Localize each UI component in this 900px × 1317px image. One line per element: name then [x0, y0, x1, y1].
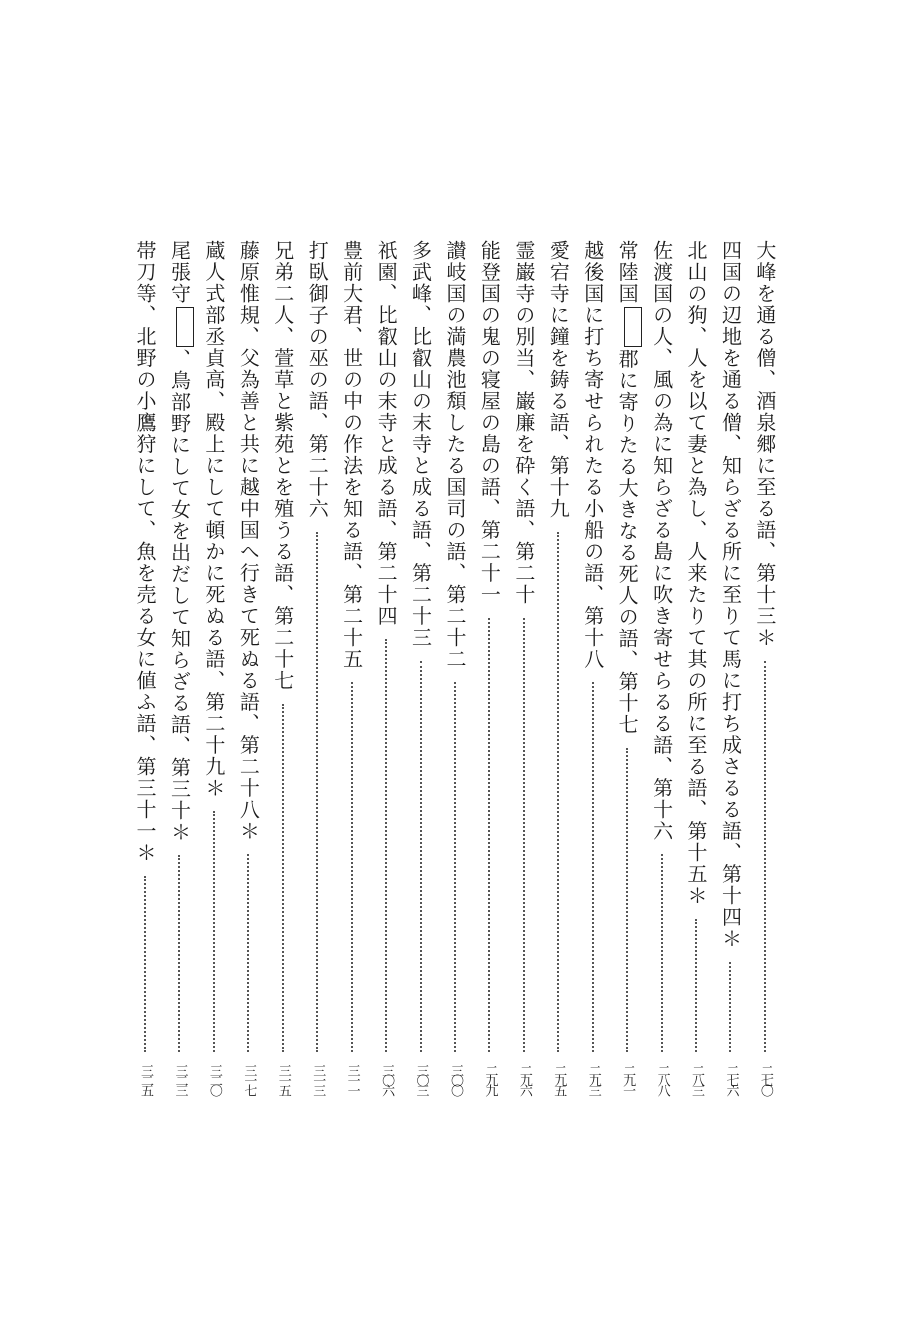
entry-title: 越後国に打ち寄せられたる小船の語、第十八 — [580, 240, 605, 670]
toc-entry — [509, 240, 539, 1120]
dot-leader — [729, 962, 731, 1053]
toc-entry — [199, 240, 229, 1120]
dot-leader — [557, 532, 559, 1053]
page-number: 二九三 — [585, 1064, 601, 1094]
entry-title: 佐渡国の人、風の為に知らざる島に吹き寄せらるる語、第十六 — [649, 240, 674, 842]
toc-entry — [474, 240, 504, 1120]
page-number: 三〇〇 — [447, 1064, 463, 1094]
toc-entry — [164, 240, 194, 1120]
page-number: 三〇六 — [379, 1064, 395, 1094]
entry-title: 霊巌寺の別当、巌廉を砕く語、第二十 — [511, 240, 536, 606]
page-number: 二七六 — [723, 1064, 739, 1094]
page-number: 三一五 — [275, 1064, 291, 1094]
dot-leader — [488, 618, 490, 1053]
page-number: 二九九 — [482, 1064, 498, 1094]
toc-entry — [302, 240, 332, 1120]
dot-leader — [144, 876, 146, 1053]
toc-entry — [371, 240, 401, 1120]
toc-entry — [543, 240, 573, 1120]
page-number: 三一三 — [310, 1064, 326, 1094]
page-number: 三〇三 — [413, 1064, 429, 1094]
entry-title: 兄弟二人、萱草と紫苑とを殖うる語、第二十七 — [270, 240, 295, 692]
toc-entry — [337, 240, 367, 1120]
entry-title: 北山の狗、人を以て妻と為し、人来たりて其の所に至る語、第十五＊ — [684, 240, 708, 907]
entry-title: 大峰を通る僧、酒泉郷に至る語、第十三＊ — [752, 240, 777, 649]
page-number: 二九五 — [551, 1064, 567, 1094]
toc-entry — [750, 240, 780, 1120]
toc-entry — [406, 240, 436, 1120]
entry-title: 尾張守、鳥部野にして女を出だして知らざる語、第三十＊ — [164, 240, 194, 843]
page-number: 二八八 — [654, 1064, 670, 1094]
dot-leader — [385, 639, 387, 1052]
toc-entry — [612, 240, 642, 1120]
dot-leader — [178, 855, 180, 1052]
entry-title: 藤原惟規、父為善と共に越中国へ行きて死ぬる語、第二十八＊ — [236, 240, 261, 842]
dot-leader — [592, 682, 594, 1052]
toc-entry — [578, 240, 608, 1120]
dot-leader — [626, 748, 628, 1053]
toc-entry — [440, 240, 470, 1120]
dot-leader — [764, 661, 766, 1053]
dot-leader — [454, 682, 456, 1052]
entry-title: 愛宕寺に鐘を鋳る語、第十九 — [546, 240, 571, 520]
blank-box — [624, 307, 642, 347]
toc-entry — [681, 240, 711, 1120]
toc-entry — [233, 240, 263, 1120]
page-number: 三一七 — [241, 1064, 257, 1094]
page-number: 二七〇 — [757, 1064, 773, 1094]
blank-box — [176, 307, 194, 347]
toc-entry — [268, 240, 298, 1120]
dot-leader — [695, 919, 697, 1053]
page-number: 三二五 — [138, 1064, 153, 1094]
page-number: 二九一 — [620, 1064, 636, 1094]
dot-leader — [213, 811, 215, 1052]
entry-title: 多武峰、比叡山の末寺と成る語、第二十三 — [408, 240, 433, 649]
entry-title: 讃岐国の満農池頽したる国司の語、第二十二 — [442, 240, 467, 670]
entry-title: 帯刀等、北野の小鷹狩にして、魚を売る女に値ふ語、第三十一＊ — [133, 240, 157, 864]
dot-leader — [282, 704, 284, 1053]
dot-leader — [351, 682, 353, 1052]
dot-leader — [247, 854, 249, 1052]
dot-leader — [523, 618, 525, 1053]
toc-entry — [715, 240, 745, 1120]
page-number: 三二〇 — [206, 1064, 222, 1094]
entry-title: 四国の辺地を通る僧、知らざる所に至りて馬に打ち成さるる語、第十四＊ — [718, 240, 743, 950]
page-number: 二八三 — [689, 1064, 704, 1094]
table-of-contents — [130, 240, 780, 1120]
entry-title: 祇園、比叡山の末寺と成る語、第二十四 — [374, 240, 399, 627]
entry-title: 常陸国郡に寄りたる大きなる死人の語、第十七 — [612, 240, 642, 736]
toc-entry — [647, 240, 677, 1120]
entry-title: 蔵人式部丞貞高、殿上にして頓かに死ぬる語、第二十九＊ — [201, 240, 226, 799]
entry-title: 打臥御子の巫の語、第二十六 — [305, 240, 330, 520]
dot-leader — [316, 532, 318, 1053]
entry-title: 能登国の鬼の寝屋の島の語、第二十一 — [477, 240, 502, 606]
page-number: 三二三 — [172, 1064, 188, 1094]
dot-leader — [661, 854, 663, 1052]
page-number: 二九六 — [516, 1064, 532, 1094]
entry-title: 豊前大君、世の中の作法を知る語、第二十五 — [339, 240, 364, 670]
toc-entry — [130, 240, 160, 1120]
page-number: 三一一 — [344, 1064, 360, 1094]
dot-leader — [420, 661, 422, 1053]
